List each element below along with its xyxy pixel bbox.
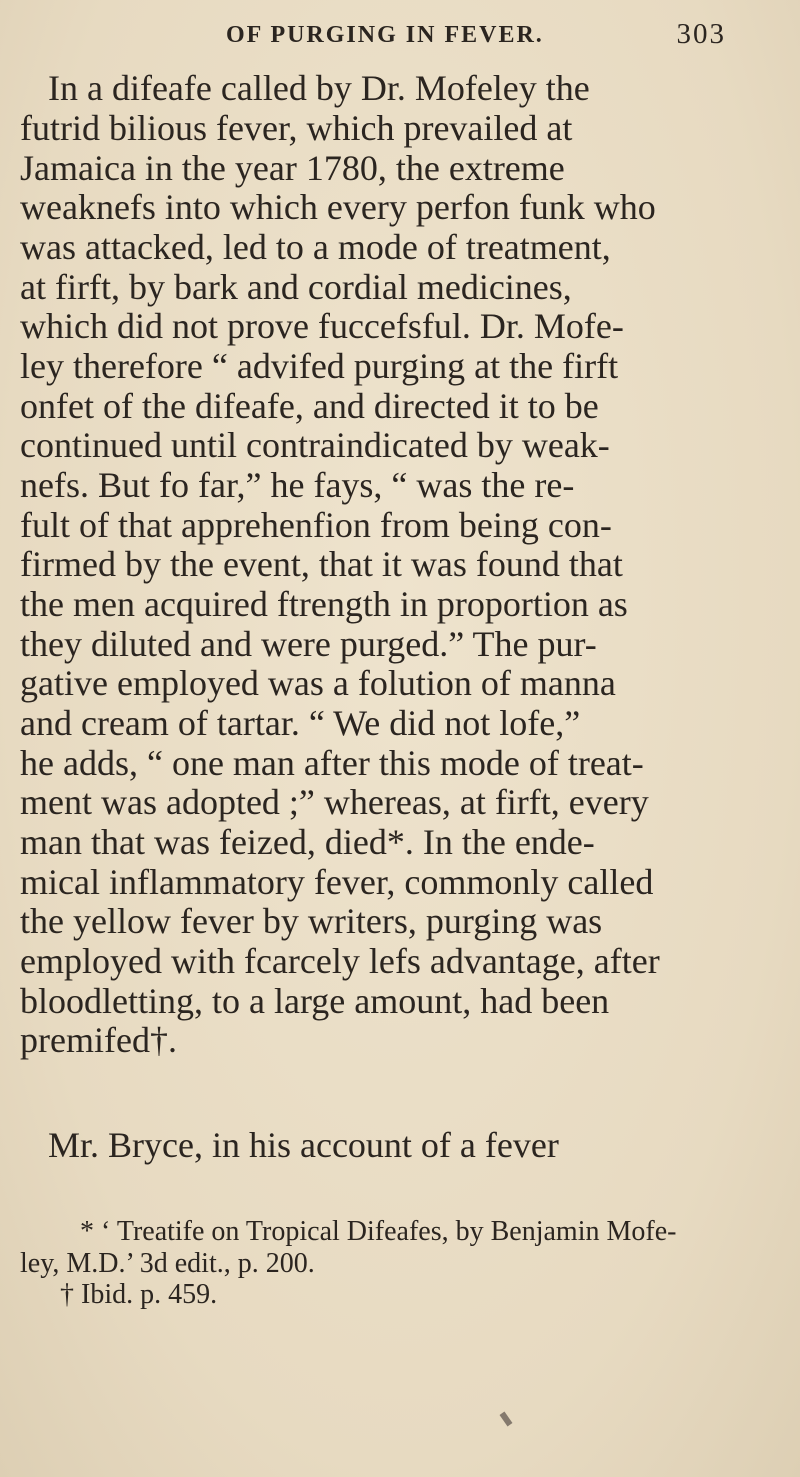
text-line: Mr. Bryce, in his account of a fever <box>48 1125 559 1165</box>
running-head: OF PURGING IN FEVER. <box>226 22 544 48</box>
text-line: onfet of the difeafe, and directed it to be <box>20 386 599 426</box>
footnote-line: ley, M.D.’ 3d edit., p. 200. <box>20 1248 315 1279</box>
text-line: firmed by the event, that it was found that <box>20 544 623 584</box>
text-line: and cream of tartar. “ We did not lofe,” <box>20 703 581 743</box>
text-line: gative employed was a folution of manna <box>20 663 616 703</box>
text-line: weaknefs into which every perfon funk who <box>20 187 656 227</box>
text-line: they diluted and were purged.” The pur- <box>20 624 597 664</box>
text-line: futrid bilious fever, which prevailed at <box>20 108 573 148</box>
text-line: ment was adopted ;” whereas, at firft, every <box>20 782 649 822</box>
page-header <box>226 18 726 58</box>
text-line: the men acquired ftrength in proportion as <box>20 584 628 624</box>
text-line: continued until contraindicated by weak- <box>20 425 610 465</box>
paper-speck <box>500 1412 513 1427</box>
text-line: premifed†. <box>20 1020 177 1060</box>
text-line: employed with fcarcely lefs advantage, after <box>20 941 660 981</box>
text-line: bloodletting, to a large amount, had been <box>20 981 610 1021</box>
text-line: ley therefore “ advifed purging at the firft <box>20 346 619 386</box>
text-line: the yellow fever by writers, purging was <box>20 901 603 941</box>
text-line: mical inflammatory fever, commonly called <box>20 862 654 902</box>
text-line: was attacked, led to a mode of treatment, <box>20 227 611 267</box>
page-number: 303 <box>676 18 726 50</box>
text-line: fult of that apprehenfion from being con- <box>20 505 612 545</box>
text-line: nefs. But fo far,” he fays, “ was the re- <box>20 465 575 505</box>
text-line: which did not prove fuccefsful. Dr. Mofe- <box>20 306 624 346</box>
text-line: he adds, “ one man after this mode of treat- <box>20 743 644 783</box>
text-line: at firft, by bark and cordial medicines, <box>20 267 572 307</box>
footnote-line: † Ibid. p. 459. <box>60 1279 218 1310</box>
text-line: man that was feized, died*. In the ende- <box>20 822 595 862</box>
footnote-line: * ‘ Treatife on Tropical Difeafes, by Benjamin Mofe- <box>80 1216 677 1247</box>
text-line: Jamaica in the year 1780, the extreme <box>20 148 565 188</box>
text-line: In a difeafe called by Dr. Mofeley the <box>48 68 590 108</box>
